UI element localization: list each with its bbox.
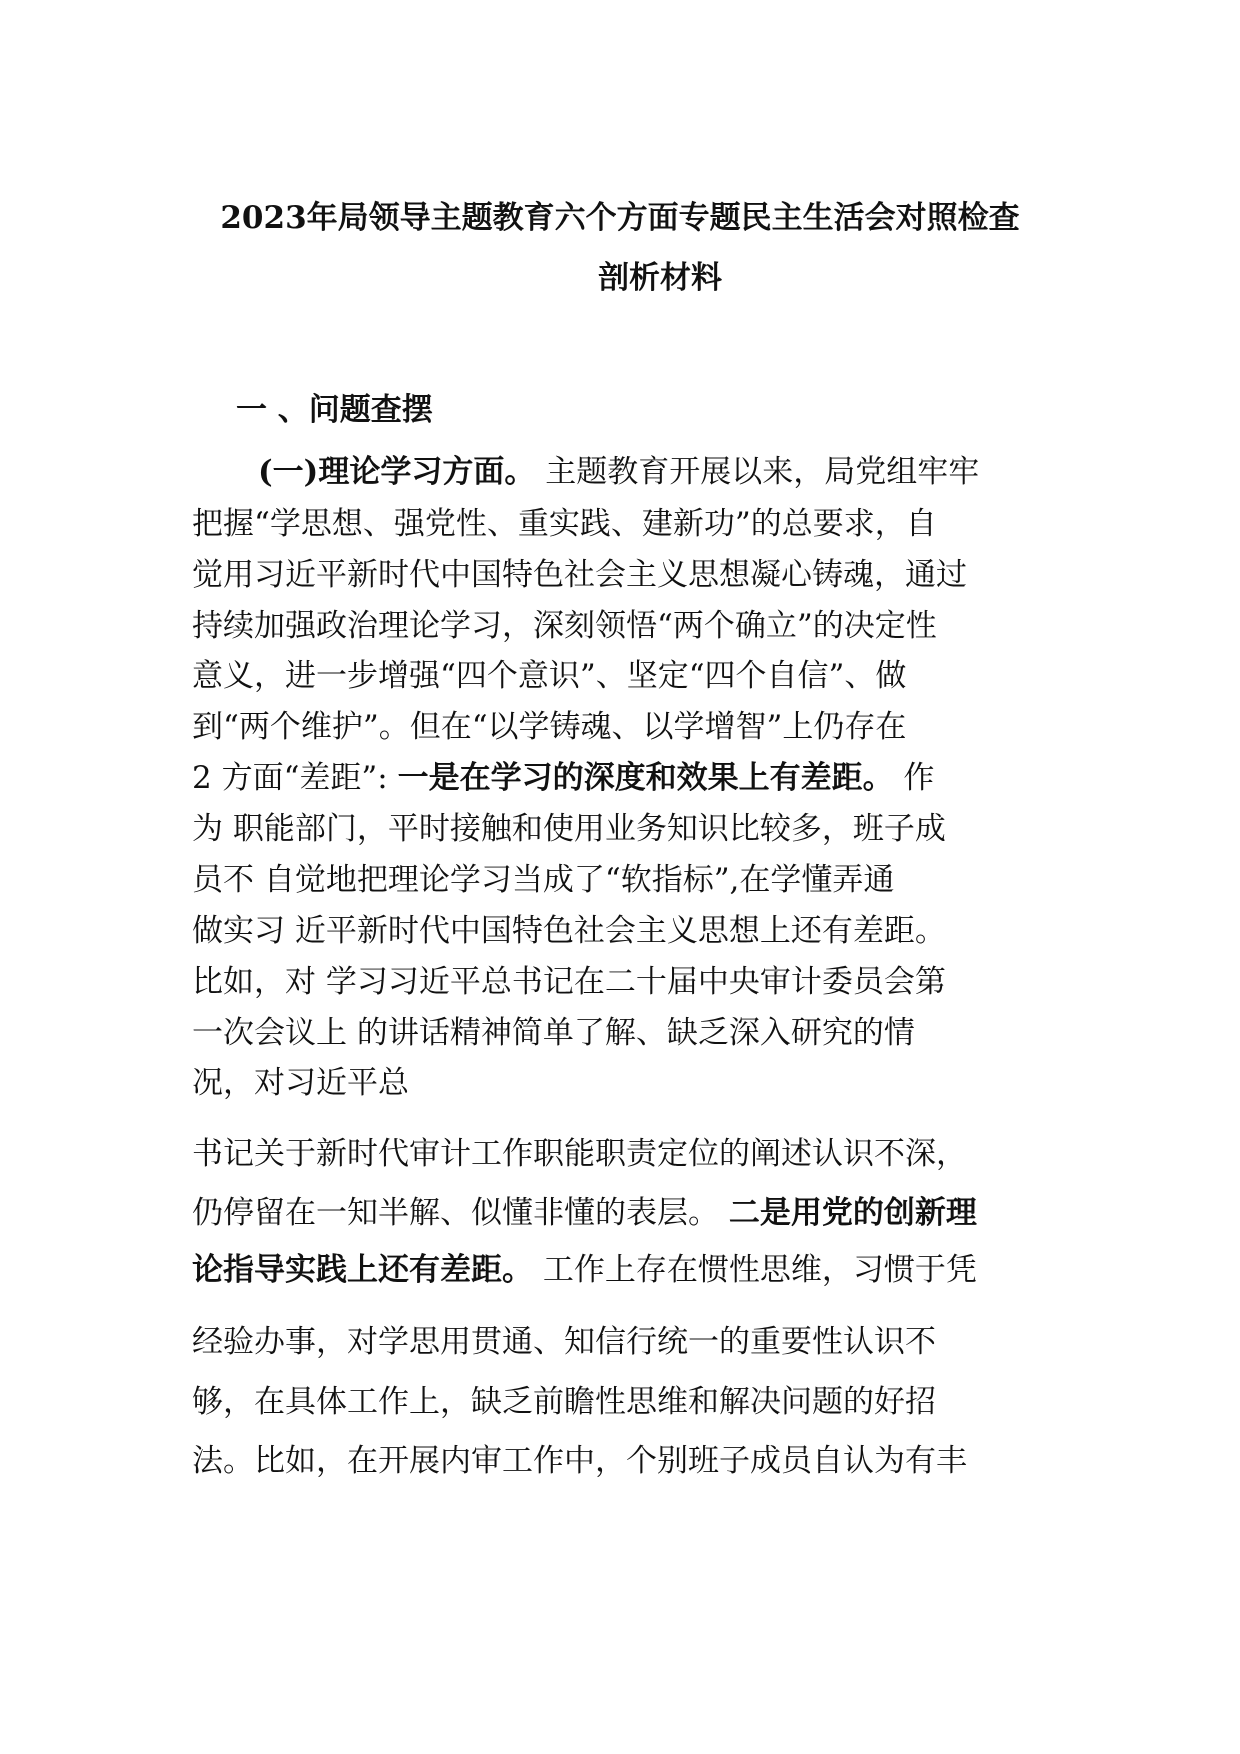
- body-line: 经验办事，对学思用贯通、知信行统一的重要性认识不: [192, 1324, 936, 1360]
- body-line: 够，在具体工作上，缺乏前瞻性思维和解决问题的好招: [192, 1384, 936, 1420]
- text-run: 主题教育开展以来，局党组牢牢: [535, 454, 980, 490]
- body-line: 持续加强政治理论学习，深刻领悟“两个确立”的决定性: [192, 608, 937, 644]
- text-run: 工作上存在惯性思维，习惯于凭: [533, 1252, 977, 1288]
- body-line: [192, 758, 934, 798]
- body-line: 况，对习近平总: [192, 1065, 409, 1101]
- subheading: (一)理论学习方面。: [258, 454, 536, 490]
- body-line: 法。比如，在开展内审工作中，个别班子成员自认为有丰: [192, 1443, 967, 1479]
- body-line: 意义，进一步增强“四个意识”、坚定“四个自信”、做: [192, 658, 907, 694]
- body-line: 为 职能部门，平时接触和使用业务知识比较多，班子成: [192, 811, 946, 847]
- document-title-line1: 2023年局领导主题教育六个方面专题民主生活会对照检查: [220, 200, 1020, 236]
- body-line: 一次会议上 的讲话精神简单了解、缺乏深入研究的情: [192, 1015, 915, 1051]
- body-line: [192, 452, 979, 492]
- document-title-line2: 剖析材料: [598, 260, 722, 296]
- text-run: 2 方面“差距”:: [192, 760, 398, 796]
- body-line: 把握“学思想、强党性、重实践、建新功”的总要求，自: [192, 506, 937, 542]
- body-line: 觉用习近平新时代中国特色社会主义思想凝心铸魂，通过: [192, 557, 967, 593]
- emphasis-run: 一是在学习的深度和效果上有差距。: [397, 760, 894, 796]
- section-heading: 一 、问题查摆: [236, 392, 433, 428]
- emphasis-run: 论指导实践上还有差距。: [192, 1252, 533, 1288]
- body-line: 到“两个维护”。但在“以学铸魂、以学增智”上仍存在: [192, 709, 907, 745]
- text-run: 仍停留在一知半解、似懂非懂的表层。: [192, 1195, 729, 1231]
- emphasis-run: 二是用党的创新理: [728, 1195, 977, 1231]
- body-line: 做实习 近平新时代中国特色社会主义思想上还有差距。: [192, 913, 946, 949]
- body-line: 员不 自觉地把理论学习当成了“软指标”,在学懂弄通: [192, 862, 895, 898]
- body-line: [192, 1250, 977, 1290]
- text-run: 作: [893, 760, 935, 796]
- body-line: 书记关于新时代审计工作职能职责定位的阐述认识不深，: [192, 1136, 967, 1172]
- body-line: 比如，对 学习习近平总书记在二十届中央审计委员会第: [192, 964, 946, 1000]
- body-line: [192, 1193, 977, 1233]
